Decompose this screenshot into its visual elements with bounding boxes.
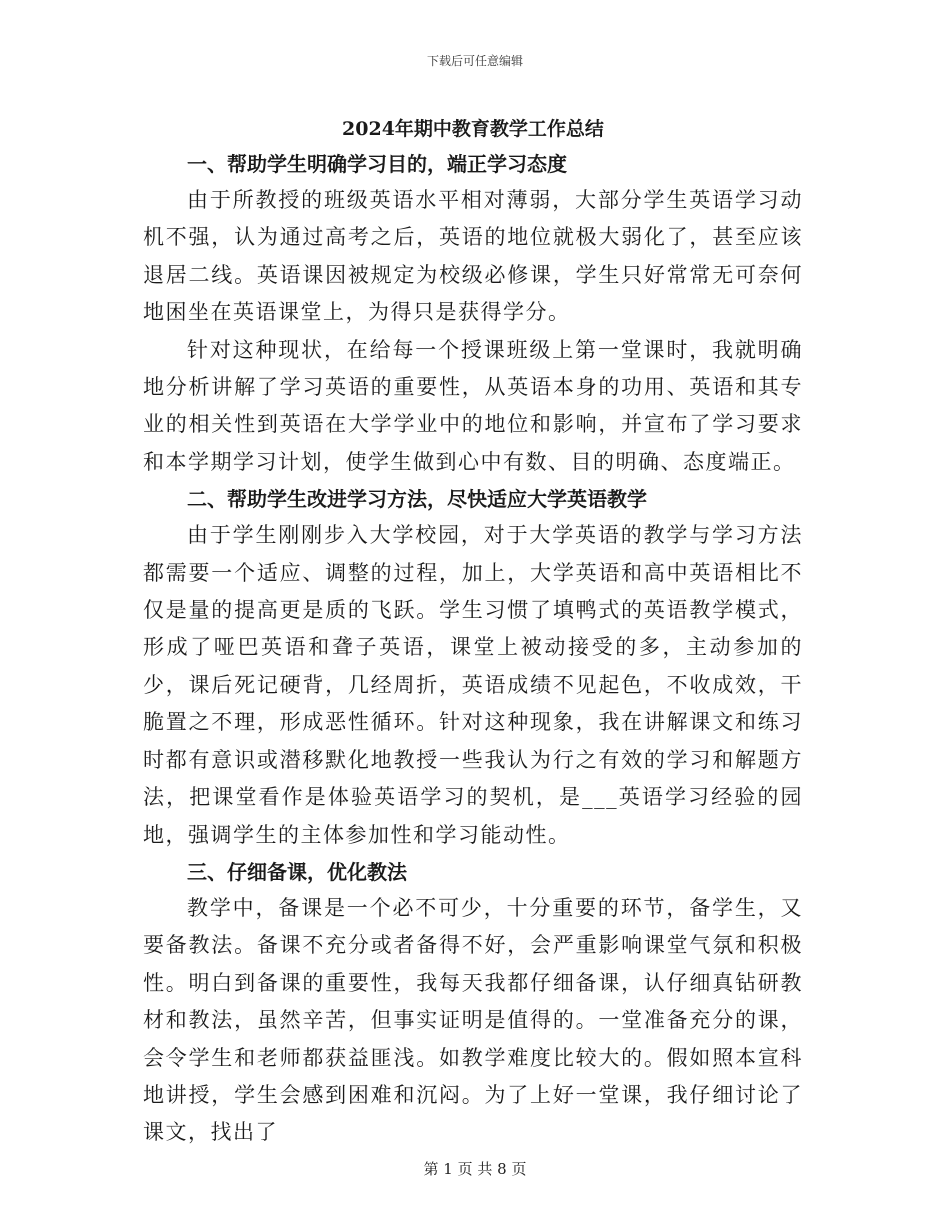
document-body bbox=[143, 112, 803, 1152]
paragraph: 由于学生刚刚步入大学校园，对于大学英语的教学与学习方法都需要一个适应、调整的过程，加上，大学英语和高中英语相比不仅是量的提高更是质的飞跃。学生习惯了填鸭式的英语教学模式，形成了哑巴英语和聋子英语，课堂上被动接受的多，主动参加的少，课后死记硬背，几经周折，英语成绩不见起色，不收成效，干脆置之不理，形成恶性循环。针对这种现象，我在讲解课文和练习时都有意识或潜移默化地教授一些我认为行之有效的学习和解题方法，把课堂看作是体验英语学习的契机，是___英语学习经验的园地，强调学生的主体参加性和学习能动性。 bbox=[143, 523, 803, 847]
section-heading-3: 三、仔细备课，优化教法 bbox=[187, 859, 407, 884]
paragraph: 教学中，备课是一个必不可少，十分重要的环节，备学生，又要备教法。备课不充分或者备得不好，会严重影响课堂气氛和积极性。明白到备课的重要性，我每天我都仔细备课，认仔细真钻研教材和教法，虽然辛苦，但事实证明是值得的。一堂准备充分的课，会令学生和老师都获益匪浅。如教学难度比较大的。假如照本宣科地讲授，学生会感到困难和沉闷。为了上好一堂课，我仔细讨论了课文，找出了 bbox=[143, 895, 803, 1145]
page-indicator: 第 1 页 共 8 页 bbox=[423, 1160, 527, 1178]
paragraph: 针对这种现状，在给每一个授课班级上第一堂课时，我就明确地分析讲解了学习英语的重要性，从英语本身的功用、英语和其专业的相关性到英语在大学学业中的地位和影响，并宣布了学习要求和本学期学习计划，使学生做到心中有数、目的明确、态度端正。 bbox=[143, 337, 803, 474]
header-note: 下载后可任意编辑 bbox=[426, 54, 523, 68]
paragraph: 由于所教授的班级英语水平相对薄弱，大部分学生英语学习动机不强，认为通过高考之后，英语的地位就极大弱化了，甚至应该退居二线。英语课因被规定为校级必修课，学生只好常常无可奈何地困坐在英语课堂上，为得只是获得学分。 bbox=[143, 188, 803, 325]
section-heading-2: 二、帮助学生改进学习方法，尽快适应大学英语教学 bbox=[187, 487, 647, 512]
document-title: 2024年期中教育教学工作总结 bbox=[342, 118, 604, 140]
section-heading-1: 一、帮助学生明确学习目的，端正学习态度 bbox=[187, 152, 567, 176]
